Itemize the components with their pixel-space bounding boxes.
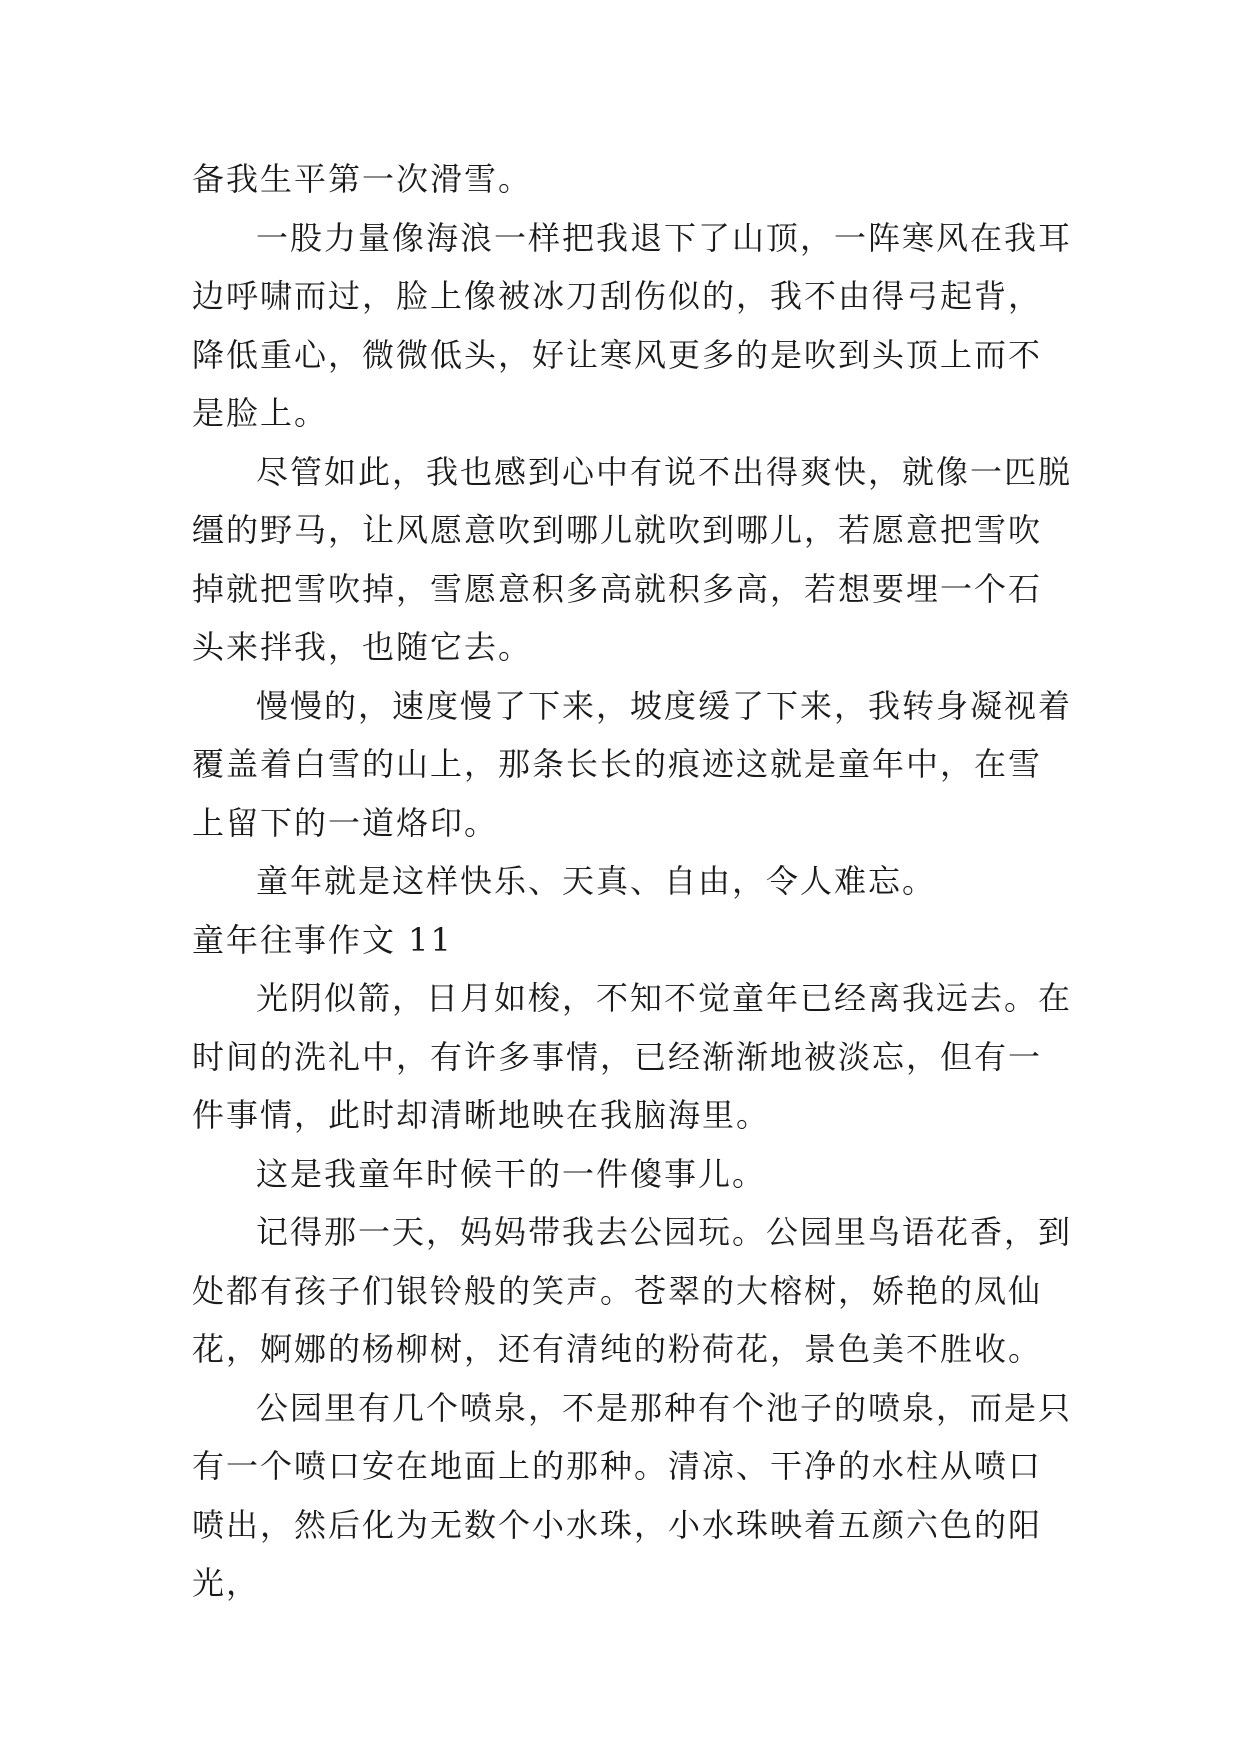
paragraph-8: 记得那一天，妈妈带我去公园玩。公园里鸟语花香，到处都有孩子们银铃般的笑声。苍翠的大榕树，娇艳的凤仙花，婀娜的杨柳树，还有清纯的粉荷花，景色美不胜收。 bbox=[192, 1213, 1073, 1368]
paragraph-7: 这是我童年时候干的一件傻事儿。 bbox=[256, 1154, 767, 1193]
section-title: 童年往事作文 11 bbox=[192, 920, 453, 959]
paragraph-3: 尽管如此，我也感到心中有说不出得爽快，就像一匹脱缰的野马，让风愿意吹到哪儿就吹到哪儿，若愿意把雪吹掉就把雪吹掉，雪愿意积多高就积多高，若想要埋一个石头来拌我，也随它去。 bbox=[192, 452, 1073, 666]
paragraph-5: 童年就是这样快乐、天真、自由，令人难忘。 bbox=[256, 862, 937, 900]
paragraph-1: 备我生平第一次滑雪。 bbox=[192, 160, 533, 198]
paragraph-9: 公园里有几个喷泉，不是那种有个池子的喷泉，而是只有一个喷口安在地面上的那种。清凉、干净的水柱从喷口喷出，然后化为无数个小水珠，小水珠映着五颜六色的阳光， bbox=[192, 1388, 1073, 1602]
paragraph-4: 慢慢的，速度慢了下来，坡度缓了下来，我转身凝视着覆盖着白雪的山上，那条长长的痕迹这就是童年中，在雪上留下的一道烙印。 bbox=[192, 686, 1073, 842]
paragraph-2: 一股力量像海浪一样把我退下了山顶，一阵寒风在我耳边呼啸而过，脸上像被冰刀刮伤似的，我不由得弓起背，降低重心，微微低头，好让寒风更多的是吹到头顶上而不是脸上。 bbox=[192, 218, 1073, 432]
document-body bbox=[192, 150, 1072, 1613]
paragraph-6: 光阴似箭，日月如梭，不知不觉童年已经离我远去。在时间的洗礼中，有许多事情，已经渐渐地被淡忘，但有一件事情，此时却清晰地映在我脑海里。 bbox=[192, 979, 1073, 1134]
